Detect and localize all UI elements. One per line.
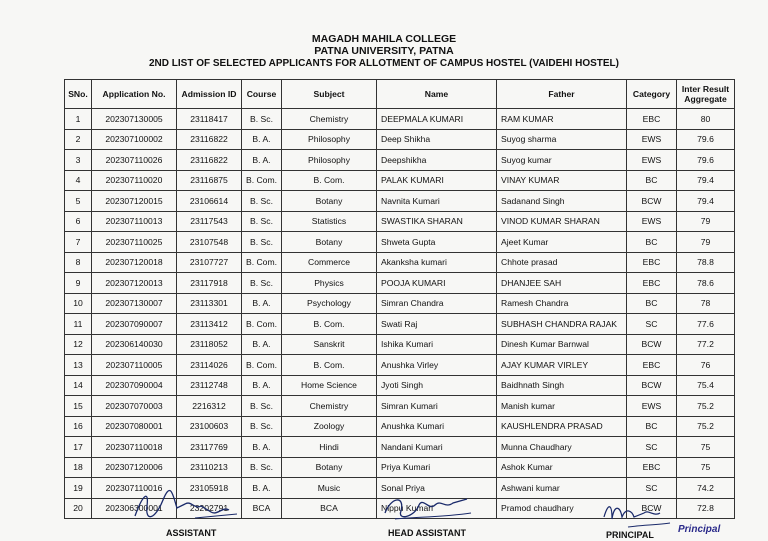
table-cell: 202307110018 bbox=[92, 437, 177, 458]
table-cell: Suyog sharma bbox=[497, 129, 627, 150]
table-cell: 202307080001 bbox=[92, 416, 177, 437]
table-cell: 202307110026 bbox=[92, 150, 177, 171]
table-cell: 72.8 bbox=[677, 498, 735, 519]
head-assistant-signature bbox=[375, 487, 485, 527]
table-cell: Nippu Kumari bbox=[377, 498, 497, 519]
table-cell: Pramod chaudhary bbox=[497, 498, 627, 519]
table-cell: 2216312 bbox=[177, 396, 242, 417]
table-cell: 80 bbox=[677, 109, 735, 130]
table-cell: 15 bbox=[65, 396, 92, 417]
table-cell: B. Com. bbox=[242, 170, 282, 191]
table-cell: Statistics bbox=[282, 211, 377, 232]
table-cell: SWASTIKA SHARAN bbox=[377, 211, 497, 232]
table-cell: Ajeet Kumar bbox=[497, 232, 627, 253]
table-cell: SUBHASH CHANDRA RAJAK bbox=[497, 314, 627, 335]
table-cell: Chemistry bbox=[282, 109, 377, 130]
table-cell: SC bbox=[627, 478, 677, 499]
table-cell: Deepshikha bbox=[377, 150, 497, 171]
table-cell: Home Science bbox=[282, 375, 377, 396]
table-cell: Ashok Kumar bbox=[497, 457, 627, 478]
table-cell: EBC bbox=[627, 273, 677, 294]
table-cell: 9 bbox=[65, 273, 92, 294]
table-cell: 20 bbox=[65, 498, 92, 519]
table-cell: 202306300001 bbox=[92, 498, 177, 519]
table-cell: Munna Chaudhary bbox=[497, 437, 627, 458]
table-cell: 5 bbox=[65, 191, 92, 212]
table-cell: VINAY KUMAR bbox=[497, 170, 627, 191]
table-cell: 23107727 bbox=[177, 252, 242, 273]
table-row bbox=[65, 396, 735, 417]
table-cell: 79.4 bbox=[677, 170, 735, 191]
table-cell: B. Com. bbox=[242, 252, 282, 273]
table-cell: Music bbox=[282, 478, 377, 499]
table-cell: B. Sc. bbox=[242, 457, 282, 478]
table-cell: B. Sc. bbox=[242, 211, 282, 232]
assistant-signature bbox=[125, 486, 255, 526]
table-cell: 202307110013 bbox=[92, 211, 177, 232]
table-cell: 79.4 bbox=[677, 191, 735, 212]
table-cell: 75.2 bbox=[677, 396, 735, 417]
table-cell: 23117543 bbox=[177, 211, 242, 232]
table-cell: 75 bbox=[677, 457, 735, 478]
table-cell: 18 bbox=[65, 457, 92, 478]
table-cell: 202307110025 bbox=[92, 232, 177, 253]
table-cell: 14 bbox=[65, 375, 92, 396]
table-cell: SC bbox=[627, 437, 677, 458]
table-cell: RAM KUMAR bbox=[497, 109, 627, 130]
table-cell: Psychology bbox=[282, 293, 377, 314]
table-cell: 23202791 bbox=[177, 498, 242, 519]
table-cell: SC bbox=[627, 314, 677, 335]
table-cell: B. Sc. bbox=[242, 232, 282, 253]
table-cell: 74.2 bbox=[677, 478, 735, 499]
table-cell: Suyog kumar bbox=[497, 150, 627, 171]
table-cell: Anushka Virley bbox=[377, 355, 497, 376]
table-cell: Sanskrit bbox=[282, 334, 377, 355]
table-cell: Ishika Kumari bbox=[377, 334, 497, 355]
table-cell: 12 bbox=[65, 334, 92, 355]
table-cell: 78 bbox=[677, 293, 735, 314]
table-cell: 202306140030 bbox=[92, 334, 177, 355]
table-row bbox=[65, 232, 735, 253]
college-name: MAGADH MAHILA COLLEGE bbox=[311, 33, 457, 45]
table-cell: BCW bbox=[627, 334, 677, 355]
table-row bbox=[65, 355, 735, 376]
table-cell: 77.2 bbox=[677, 334, 735, 355]
table-cell: 202307090004 bbox=[92, 375, 177, 396]
column-header: Father bbox=[497, 80, 627, 109]
table-cell: 23114026 bbox=[177, 355, 242, 376]
table-cell: BC bbox=[627, 293, 677, 314]
table-cell: BCW bbox=[627, 191, 677, 212]
table-cell: 10 bbox=[65, 293, 92, 314]
column-header: Application No. bbox=[92, 80, 177, 109]
table-cell: VINOD KUMAR SHARAN bbox=[497, 211, 627, 232]
table-cell: Physics bbox=[282, 273, 377, 294]
table-cell: Priya Kumari bbox=[377, 457, 497, 478]
table-cell: DEEPMALA KUMARI bbox=[377, 109, 497, 130]
table-cell: Baidhnath Singh bbox=[497, 375, 627, 396]
list-title: 2ND LIST OF SELECTED APPLICANTS FOR ALLOTMENT OF CAMPUS HOSTEL (VAIDEHI HOSTEL) bbox=[148, 58, 619, 69]
table-cell: 8 bbox=[65, 252, 92, 273]
table-cell: 17 bbox=[65, 437, 92, 458]
table-cell: Botany bbox=[282, 232, 377, 253]
table-cell: EBC bbox=[627, 457, 677, 478]
table-cell: 23100603 bbox=[177, 416, 242, 437]
principal-signature bbox=[598, 497, 688, 531]
table-cell: Commerce bbox=[282, 252, 377, 273]
table-cell: 79.6 bbox=[677, 129, 735, 150]
table-cell: 23117918 bbox=[177, 273, 242, 294]
table-cell: B. A. bbox=[242, 293, 282, 314]
table-cell: EWS bbox=[627, 211, 677, 232]
table-cell: 202307120006 bbox=[92, 457, 177, 478]
table-cell: EBC bbox=[627, 252, 677, 273]
table-cell: 23105918 bbox=[177, 478, 242, 499]
table-row bbox=[65, 375, 735, 396]
table-cell: Sadanand Singh bbox=[497, 191, 627, 212]
table-header-row bbox=[65, 80, 735, 109]
table-cell: B. Com. bbox=[282, 170, 377, 191]
table-cell: Jyoti Singh bbox=[377, 375, 497, 396]
table-cell: BCA bbox=[242, 498, 282, 519]
table-cell: Nandani Kumari bbox=[377, 437, 497, 458]
table-cell: B. Sc. bbox=[242, 416, 282, 437]
table-cell: 202307110005 bbox=[92, 355, 177, 376]
table-cell: 4 bbox=[65, 170, 92, 191]
table-row bbox=[65, 273, 735, 294]
column-header: Category bbox=[627, 80, 677, 109]
table-cell: 6 bbox=[65, 211, 92, 232]
table-cell: B. Sc. bbox=[242, 396, 282, 417]
table-cell: 202307100002 bbox=[92, 129, 177, 150]
table-cell: 202307120015 bbox=[92, 191, 177, 212]
table-cell: PALAK KUMARI bbox=[377, 170, 497, 191]
table-row bbox=[65, 129, 735, 150]
table-cell: BCW bbox=[627, 498, 677, 519]
table-cell: BCW bbox=[627, 375, 677, 396]
table-cell: 23116822 bbox=[177, 129, 242, 150]
table-cell: 23116875 bbox=[177, 170, 242, 191]
table-cell: AJAY KUMAR VIRLEY bbox=[497, 355, 627, 376]
table-cell: 202307120018 bbox=[92, 252, 177, 273]
table-cell: B. Com. bbox=[242, 355, 282, 376]
university-name: PATNA UNIVERSITY, PATNA bbox=[314, 45, 454, 57]
table-row bbox=[65, 211, 735, 232]
table-cell: BC bbox=[627, 170, 677, 191]
selected-applicants-table bbox=[64, 79, 735, 519]
table-cell: 23110213 bbox=[177, 457, 242, 478]
table-cell: 1 bbox=[65, 109, 92, 130]
table-cell: Philosophy bbox=[282, 150, 377, 171]
table-cell: 23112748 bbox=[177, 375, 242, 396]
table-cell: Navnita Kumari bbox=[377, 191, 497, 212]
table-cell: B. A. bbox=[242, 437, 282, 458]
table-cell: DHANJEE SAH bbox=[497, 273, 627, 294]
head-assistant-label: HEAD ASSISTANT bbox=[388, 528, 467, 538]
table-cell: B. Com. bbox=[282, 355, 377, 376]
table-cell: 202307110020 bbox=[92, 170, 177, 191]
table-cell: EWS bbox=[627, 129, 677, 150]
table-row bbox=[65, 416, 735, 437]
table-cell: 23116822 bbox=[177, 150, 242, 171]
table-cell: 19 bbox=[65, 478, 92, 499]
table-row bbox=[65, 437, 735, 458]
table-cell: 3 bbox=[65, 150, 92, 171]
table-cell: B. A. bbox=[242, 375, 282, 396]
table-row bbox=[65, 191, 735, 212]
table-row bbox=[65, 252, 735, 273]
table-cell: BC bbox=[627, 232, 677, 253]
table-row bbox=[65, 109, 735, 130]
table-cell: 79 bbox=[677, 232, 735, 253]
table-cell: 75.2 bbox=[677, 416, 735, 437]
column-header: SNo. bbox=[65, 80, 92, 109]
table-cell: B. Com. bbox=[282, 314, 377, 335]
table-cell: Anushka Kumari bbox=[377, 416, 497, 437]
column-header: Name bbox=[377, 80, 497, 109]
table-cell: Chhote prasad bbox=[497, 252, 627, 273]
table-cell: 79.6 bbox=[677, 150, 735, 171]
table-cell: 2 bbox=[65, 129, 92, 150]
table-cell: B. A. bbox=[242, 334, 282, 355]
table-cell: 79 bbox=[677, 211, 735, 232]
table-cell: Simran Chandra bbox=[377, 293, 497, 314]
table-row bbox=[65, 314, 735, 335]
table-cell: 78.6 bbox=[677, 273, 735, 294]
table-cell: Dinesh Kumar Barnwal bbox=[497, 334, 627, 355]
table-cell: EBC bbox=[627, 109, 677, 130]
table-cell: Simran Kumari bbox=[377, 396, 497, 417]
table-cell: Hindi bbox=[282, 437, 377, 458]
table-cell: BC bbox=[627, 416, 677, 437]
table-cell: POOJA KUMARI bbox=[377, 273, 497, 294]
column-header: Course bbox=[242, 80, 282, 109]
table-cell: 7 bbox=[65, 232, 92, 253]
table-cell: Ashwani kumar bbox=[497, 478, 627, 499]
table-cell: 23118417 bbox=[177, 109, 242, 130]
table-cell: 23106614 bbox=[177, 191, 242, 212]
table-cell: 202307120013 bbox=[92, 273, 177, 294]
table-cell: 77.6 bbox=[677, 314, 735, 335]
table-cell: Sonal Priya bbox=[377, 478, 497, 499]
principal-label: PRINCIPAL bbox=[606, 530, 654, 540]
table-cell: B. A. bbox=[242, 150, 282, 171]
table-cell: 202307130007 bbox=[92, 293, 177, 314]
table-cell: EWS bbox=[627, 150, 677, 171]
table-cell: EBC bbox=[627, 355, 677, 376]
table-cell: B. Sc. bbox=[242, 109, 282, 130]
table-cell: B. A. bbox=[242, 478, 282, 499]
table-cell: 23113301 bbox=[177, 293, 242, 314]
table-cell: 202307110016 bbox=[92, 478, 177, 499]
table-cell: Manish kumar bbox=[497, 396, 627, 417]
table-cell: 202307070003 bbox=[92, 396, 177, 417]
column-header: Inter Result Aggregate bbox=[677, 80, 735, 109]
table-cell: 202307090007 bbox=[92, 314, 177, 335]
table-cell: B. A. bbox=[242, 129, 282, 150]
table-cell: 23107548 bbox=[177, 232, 242, 253]
principal-stamp: Principal bbox=[678, 524, 721, 535]
table-row bbox=[65, 150, 735, 171]
table-cell: Shweta Gupta bbox=[377, 232, 497, 253]
column-header: Admission ID bbox=[177, 80, 242, 109]
table-cell: Chemistry bbox=[282, 396, 377, 417]
table-cell: Zoology bbox=[282, 416, 377, 437]
table-cell: 75.4 bbox=[677, 375, 735, 396]
table-cell: Botany bbox=[282, 191, 377, 212]
table-cell: 202307130005 bbox=[92, 109, 177, 130]
table-cell: 13 bbox=[65, 355, 92, 376]
table-cell: 23113412 bbox=[177, 314, 242, 335]
column-header: Subject bbox=[282, 80, 377, 109]
table-cell: B. Sc. bbox=[242, 273, 282, 294]
table-cell: BCA bbox=[282, 498, 377, 519]
table-cell: 11 bbox=[65, 314, 92, 335]
table-cell: Akanksha kumari bbox=[377, 252, 497, 273]
table-cell: 23118052 bbox=[177, 334, 242, 355]
table-cell: Swati Raj bbox=[377, 314, 497, 335]
table-cell: B. Sc. bbox=[242, 191, 282, 212]
table-cell: Botany bbox=[282, 457, 377, 478]
table-cell: Philosophy bbox=[282, 129, 377, 150]
table-cell: KAUSHLENDRA PRASAD bbox=[497, 416, 627, 437]
table-row bbox=[65, 293, 735, 314]
table-cell: B. Com. bbox=[242, 314, 282, 335]
table-cell: 75 bbox=[677, 437, 735, 458]
table-cell: 76 bbox=[677, 355, 735, 376]
table-cell: 16 bbox=[65, 416, 92, 437]
table-row bbox=[65, 457, 735, 478]
table-cell: 23117769 bbox=[177, 437, 242, 458]
table-cell: 78.8 bbox=[677, 252, 735, 273]
table-cell: EWS bbox=[627, 396, 677, 417]
assistant-label: ASSISTANT bbox=[166, 528, 217, 538]
table-cell: Ramesh Chandra bbox=[497, 293, 627, 314]
table-cell: Deep Shikha bbox=[377, 129, 497, 150]
table-row bbox=[65, 334, 735, 355]
table-row bbox=[65, 170, 735, 191]
